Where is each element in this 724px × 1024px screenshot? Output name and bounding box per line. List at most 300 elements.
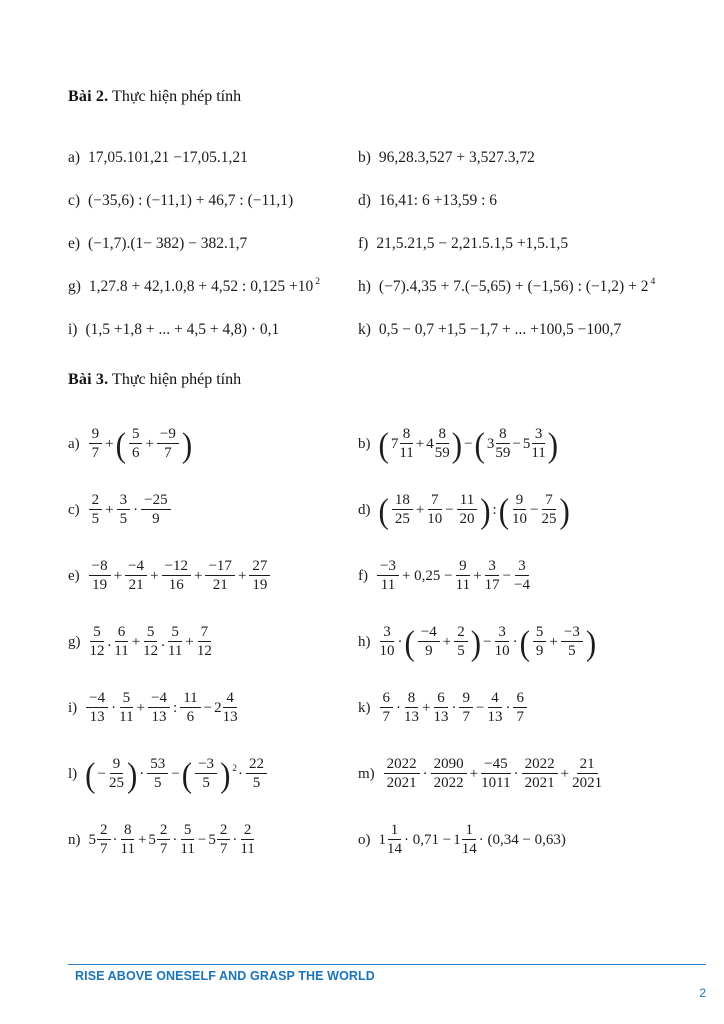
math-expression xyxy=(87,426,194,462)
exercise-row xyxy=(68,179,704,222)
math-expression xyxy=(378,321,622,339)
item-label: b) xyxy=(358,435,371,452)
fraction-denominator: 7 xyxy=(159,841,168,857)
math-text: . xyxy=(161,633,165,650)
item-label: l) xyxy=(68,765,78,782)
math-text: · xyxy=(513,765,519,782)
parenthesis: ( xyxy=(474,424,485,464)
fraction-numerator: −3 xyxy=(195,756,217,774)
math-text: + 0,25 − xyxy=(401,567,453,584)
math-text: : xyxy=(492,501,497,518)
fraction-numerator: 8 xyxy=(121,822,135,840)
footer-divider xyxy=(68,964,706,965)
page-number: 2 xyxy=(699,986,706,1000)
fraction-denominator: 59 xyxy=(434,445,450,461)
exercise-title-number: Bài 3. xyxy=(68,371,109,388)
fraction-numerator: 3 xyxy=(532,426,546,444)
fraction-numerator: 9 xyxy=(110,756,124,774)
fraction xyxy=(240,822,254,858)
exercise-item xyxy=(68,690,358,726)
math-text: − xyxy=(475,699,485,716)
exercise-item xyxy=(68,822,358,858)
exercise-item xyxy=(68,235,358,253)
fraction xyxy=(168,624,182,660)
math-text: (−7).4,35 + 7.(−5,65) + (−1,56) : (−1,2) + 2 xyxy=(378,277,649,295)
fraction-numerator: 8 xyxy=(496,426,510,444)
math-expression xyxy=(378,492,571,528)
fraction-denominator: 1011 xyxy=(481,775,511,791)
math-text: · xyxy=(396,699,401,716)
fraction xyxy=(481,756,510,792)
fraction xyxy=(431,756,467,792)
item-label: i) xyxy=(68,320,78,338)
item-label: g) xyxy=(68,277,81,295)
fraction-numerator: 7 xyxy=(198,624,212,642)
fraction xyxy=(162,558,191,594)
fraction-numerator: 2 xyxy=(241,822,255,840)
fraction-numerator: 6 xyxy=(434,690,448,708)
fraction xyxy=(119,690,133,726)
fraction-denominator: 12 xyxy=(196,643,212,659)
fraction xyxy=(147,756,168,792)
math-text: 1,27.8 + 42,1.0,8 + 4,52 : 0,125 +10 xyxy=(88,277,314,295)
exercise-title-number: Bài 2. xyxy=(68,88,109,105)
fraction xyxy=(533,624,547,660)
fraction-denominator: 13 xyxy=(404,709,419,725)
fraction-numerator: 8 xyxy=(400,426,414,444)
fraction xyxy=(380,624,395,660)
mixed-number xyxy=(379,822,403,858)
item-label: c) xyxy=(68,191,81,209)
item-label: b) xyxy=(358,148,371,166)
math-text: · xyxy=(112,831,118,848)
mixed-number xyxy=(523,426,546,462)
exercise-item xyxy=(68,558,358,594)
fraction xyxy=(89,558,111,594)
parenthesis: ( xyxy=(378,490,389,530)
fraction xyxy=(512,492,527,528)
exercise-row xyxy=(68,265,704,308)
item-label: f) xyxy=(358,567,368,584)
math-text: + xyxy=(473,567,482,584)
fraction-numerator: 9 xyxy=(89,426,103,444)
fraction xyxy=(223,690,238,726)
fraction-numerator: 18 xyxy=(392,492,413,510)
fraction-denominator: 25 xyxy=(394,511,410,527)
fraction-numerator: 8 xyxy=(405,690,419,708)
fraction xyxy=(117,492,131,528)
math-expression xyxy=(88,822,257,858)
mixed-number xyxy=(487,426,511,462)
mixed-whole: 3 xyxy=(486,435,495,452)
fraction-denominator: 7 xyxy=(91,445,100,461)
fraction-denominator: 13 xyxy=(487,709,503,725)
math-text: + xyxy=(145,435,154,452)
math-text: + xyxy=(422,699,431,716)
fraction-denominator: 9 xyxy=(152,511,160,527)
exercise-item xyxy=(358,149,704,167)
exercise-item xyxy=(358,235,704,253)
mixed-whole: 5 xyxy=(208,831,216,848)
math-expression xyxy=(378,426,560,462)
exercise-row xyxy=(68,136,704,179)
math-expression xyxy=(88,275,320,296)
math-text: · xyxy=(139,765,145,782)
item-label: d) xyxy=(358,501,371,518)
fraction-numerator: −4 xyxy=(125,558,147,576)
fraction-numerator: −4 xyxy=(418,624,440,642)
item-label: e) xyxy=(68,234,81,252)
fraction xyxy=(384,756,420,792)
fraction xyxy=(109,756,124,792)
item-label: a) xyxy=(68,435,80,452)
math-text: · xyxy=(512,633,518,650)
fraction-numerator: 27 xyxy=(249,558,270,576)
item-label: m) xyxy=(358,765,375,782)
item-label: g) xyxy=(68,633,81,650)
fraction-numerator: 9 xyxy=(456,558,470,576)
fraction-denominator: 5 xyxy=(202,775,210,791)
math-text: − xyxy=(512,435,521,452)
fraction xyxy=(180,822,194,858)
math-text: + xyxy=(442,633,452,650)
fraction xyxy=(121,822,135,858)
fraction-numerator: 22 xyxy=(246,756,267,774)
fraction-denominator: 11 xyxy=(380,577,396,593)
fraction-numerator: −9 xyxy=(157,426,179,444)
math-text: + xyxy=(415,501,425,518)
math-expression xyxy=(84,321,280,339)
math-text: − xyxy=(464,435,473,452)
fraction-numerator: −12 xyxy=(162,558,191,576)
fraction xyxy=(495,426,510,462)
fraction-numerator: 53 xyxy=(147,756,168,774)
fraction-numerator: 2 xyxy=(97,822,111,840)
parenthesis: ) xyxy=(480,490,491,530)
math-expression xyxy=(378,192,498,210)
fraction-denominator: 11 xyxy=(531,445,546,461)
fraction-numerator: 2 xyxy=(217,822,231,840)
math-text: + xyxy=(560,765,570,782)
math-text: − xyxy=(171,765,180,782)
mixed-number xyxy=(391,426,414,462)
exercise-row xyxy=(68,222,704,265)
mixed-number xyxy=(453,822,477,858)
fraction xyxy=(129,426,143,462)
math-expression xyxy=(87,192,294,210)
math-expression xyxy=(378,149,536,167)
fraction-numerator: 2 xyxy=(454,624,468,642)
fraction-numerator: 9 xyxy=(513,492,527,510)
fraction-denominator: 13 xyxy=(89,709,105,725)
exercise-item xyxy=(68,756,358,792)
item-label: k) xyxy=(358,699,371,716)
fraction-numerator: 3 xyxy=(485,558,499,576)
fraction-denominator: 25 xyxy=(108,775,124,791)
fraction xyxy=(435,426,450,462)
math-text: + xyxy=(469,765,479,782)
fraction-numerator: 5 xyxy=(181,822,195,840)
exercise-item xyxy=(358,426,704,462)
footer xyxy=(68,964,706,983)
mixed-whole: 7 xyxy=(390,435,399,452)
exercise-row xyxy=(68,675,704,741)
exercise-item xyxy=(68,492,358,528)
fraction-numerator: 5 xyxy=(129,426,143,444)
math-text: − xyxy=(502,567,512,584)
fraction xyxy=(456,558,470,594)
fraction-numerator: −3 xyxy=(377,558,399,576)
fraction-denominator: 9 xyxy=(425,643,433,659)
exponent: 2 xyxy=(315,275,320,287)
fraction-numerator: 5 xyxy=(144,624,158,642)
math-text: · xyxy=(172,831,178,848)
exercise-item xyxy=(358,558,704,594)
fraction-denominator: 2021 xyxy=(524,775,555,791)
math-text: + xyxy=(105,435,114,452)
fraction xyxy=(89,426,103,462)
parenthesis: ( xyxy=(115,424,126,464)
item-label: k) xyxy=(358,320,371,338)
parenthesis: ) xyxy=(470,622,482,662)
fraction xyxy=(513,690,527,726)
fraction-denominator: 9 xyxy=(535,643,544,659)
fraction-denominator: 5 xyxy=(568,643,576,659)
math-expression xyxy=(375,558,532,594)
fraction xyxy=(542,492,557,528)
fraction-denominator: 13 xyxy=(222,709,238,725)
fraction-denominator: 25 xyxy=(541,511,557,527)
fraction-numerator: 5 xyxy=(168,624,182,642)
mixed-whole: 4 xyxy=(426,435,434,452)
math-text: : xyxy=(173,699,178,716)
item-label: c) xyxy=(68,501,80,518)
item-label: a) xyxy=(68,148,81,166)
mixed-number xyxy=(148,822,170,858)
math-text: + xyxy=(415,435,425,452)
fraction-denominator: 5 xyxy=(252,775,261,791)
exponent: 4 xyxy=(650,275,656,287)
fraction-denominator: 10 xyxy=(427,511,443,527)
fraction-denominator: 11 xyxy=(399,445,414,461)
fraction-numerator: 2090 xyxy=(431,756,467,774)
fraction xyxy=(217,822,231,858)
fraction-denominator: 12 xyxy=(89,643,105,659)
fraction xyxy=(387,822,402,858)
fraction-numerator: 2022 xyxy=(384,756,420,774)
item-label: i) xyxy=(68,699,78,716)
fraction xyxy=(531,426,545,462)
fraction-denominator: 11 xyxy=(167,643,183,659)
exercise-item xyxy=(358,756,704,792)
math-text: + xyxy=(137,831,147,848)
fraction-denominator: 13 xyxy=(433,709,449,725)
fraction-denominator: 7 xyxy=(219,841,228,857)
fraction-denominator: 21 xyxy=(128,577,144,593)
math-text: . xyxy=(107,633,112,650)
math-text: · xyxy=(422,765,428,782)
mixed-number xyxy=(214,690,238,726)
math-text: + xyxy=(113,567,123,584)
math-text: · xyxy=(397,633,403,650)
math-text: 16,41: 6 +13,59 : 6 xyxy=(378,191,498,209)
math-expression xyxy=(84,690,238,726)
parenthesis: ( xyxy=(85,754,96,794)
fraction xyxy=(195,756,217,792)
footer-motto: RISE ABOVE ONESELF AND GRASP THE WORLD xyxy=(75,969,375,983)
fraction xyxy=(427,492,442,528)
math-text: (−1,7).(1− 382) − 382.1,7 xyxy=(88,234,248,252)
exercise-row xyxy=(68,609,704,675)
fraction-denominator: 7 xyxy=(462,709,470,725)
mixed-whole: 1 xyxy=(453,831,461,848)
math-expression xyxy=(87,235,248,253)
math-text: · 0,71 − xyxy=(404,831,452,848)
fraction xyxy=(485,558,500,594)
exercise-item xyxy=(68,192,358,210)
fraction-numerator: 2 xyxy=(157,822,171,840)
exercise-section xyxy=(68,371,704,873)
exercise-row xyxy=(68,741,704,807)
fraction-denominator: 2022 xyxy=(433,775,464,791)
fraction-denominator: 7 xyxy=(382,709,390,725)
math-text: + xyxy=(185,633,194,650)
parenthesis: ( xyxy=(498,490,510,530)
math-text: − xyxy=(97,765,106,782)
exercise-title: Bài 2. Thực hiện phép tính xyxy=(68,88,242,105)
parenthesis: ) xyxy=(585,622,597,662)
mixed-whole: 5 xyxy=(88,831,96,848)
fraction-denominator: 11 xyxy=(120,841,135,857)
exercise-row xyxy=(68,807,704,873)
fraction-numerator: 3 xyxy=(117,492,131,510)
item-label: d) xyxy=(358,191,371,209)
math-text: + xyxy=(105,501,114,518)
fraction-denominator: 59 xyxy=(495,445,511,461)
exercise-item xyxy=(68,149,358,167)
parenthesis: ( xyxy=(181,754,193,794)
fraction xyxy=(148,690,170,726)
fraction-numerator: −4 xyxy=(148,690,170,708)
math-expression xyxy=(378,690,529,726)
item-label: n) xyxy=(68,831,81,848)
fraction-numerator: 3 xyxy=(495,624,509,642)
fraction xyxy=(457,492,477,528)
exercise-section xyxy=(68,88,704,351)
math-expression xyxy=(378,275,656,296)
exercise-item xyxy=(358,690,704,726)
math-text: · (0,34 − 0,63) xyxy=(478,831,566,848)
fraction-numerator: 2022 xyxy=(522,756,558,774)
fraction-numerator: 11 xyxy=(457,492,477,510)
fraction-numerator: 9 xyxy=(459,690,473,708)
mixed-whole: 1 xyxy=(378,831,386,848)
fraction-denominator: 19 xyxy=(252,577,268,593)
fraction xyxy=(197,624,212,660)
fraction xyxy=(459,690,473,726)
math-text: + xyxy=(136,699,146,716)
fraction-denominator: 11 xyxy=(114,643,129,659)
exercise-item xyxy=(358,321,704,339)
item-label: f) xyxy=(358,234,369,252)
parenthesis: ( xyxy=(378,424,389,464)
fraction-numerator: 6 xyxy=(380,690,394,708)
fraction-denominator: 2021 xyxy=(572,775,603,791)
exercise-item xyxy=(358,192,704,210)
fraction xyxy=(246,756,267,792)
fraction-denominator: −4 xyxy=(514,577,530,593)
math-text: (−35,6) : (−11,1) + 46,7 : (−11,1) xyxy=(88,191,294,209)
item-label: h) xyxy=(358,277,371,295)
fraction xyxy=(392,492,413,528)
parenthesis: ( xyxy=(404,622,415,662)
math-text: + xyxy=(150,567,159,584)
fraction-numerator: 21 xyxy=(577,756,598,774)
fraction-denominator: 17 xyxy=(484,577,500,593)
fraction xyxy=(90,624,105,660)
fraction-numerator: 1 xyxy=(462,822,476,840)
exercise-title: Bài 3. Thực hiện phép tính xyxy=(68,371,242,388)
math-expression xyxy=(382,756,604,792)
fraction-numerator: 1 xyxy=(388,822,402,840)
fraction xyxy=(205,558,234,594)
math-text: · xyxy=(111,699,117,716)
fraction-numerator: −8 xyxy=(89,558,111,576)
math-expression xyxy=(378,624,598,660)
fraction-denominator: 14 xyxy=(461,841,477,857)
fraction-numerator: 5 xyxy=(90,624,104,642)
fraction-numerator: 7 xyxy=(542,492,556,510)
fraction xyxy=(522,756,558,792)
math-text: + xyxy=(549,633,558,650)
exercise-item xyxy=(68,426,358,462)
fraction xyxy=(97,822,111,858)
fraction-denominator: 10 xyxy=(512,511,528,527)
math-text: − xyxy=(197,831,207,848)
fraction xyxy=(377,558,399,594)
exercise-item xyxy=(68,275,358,296)
fraction-denominator: 11 xyxy=(119,709,134,725)
item-label: e) xyxy=(68,567,80,584)
math-text: · xyxy=(232,831,238,848)
math-expression xyxy=(375,235,569,253)
math-text: (1,5 +1,8 + ... + 4,5 + 4,8) · 0,1 xyxy=(85,320,280,338)
exercise-item xyxy=(358,275,704,296)
fraction-numerator: 11 xyxy=(180,690,200,708)
fraction-denominator: 7 xyxy=(100,841,108,857)
fraction-denominator: 19 xyxy=(92,577,108,593)
fraction-numerator: 5 xyxy=(120,690,134,708)
mixed-whole: 5 xyxy=(522,435,531,452)
fraction xyxy=(418,624,440,660)
parenthesis: ( xyxy=(519,622,530,662)
item-label: h) xyxy=(358,633,371,650)
fraction-numerator: 4 xyxy=(223,690,237,708)
fraction xyxy=(249,558,270,594)
fraction-denominator: 13 xyxy=(151,709,167,725)
fraction-denominator: 6 xyxy=(186,709,195,725)
mixed-whole: 5 xyxy=(148,831,156,848)
math-text: · xyxy=(133,501,139,518)
math-text: 17,05.101,21 −17,05.1,21 xyxy=(88,148,248,166)
fraction xyxy=(157,822,171,858)
fraction-numerator: −17 xyxy=(205,558,234,576)
math-text: − xyxy=(530,501,539,518)
math-text: − xyxy=(203,699,213,716)
fraction xyxy=(143,624,158,660)
fraction-numerator: 3 xyxy=(380,624,394,642)
fraction xyxy=(561,624,583,660)
